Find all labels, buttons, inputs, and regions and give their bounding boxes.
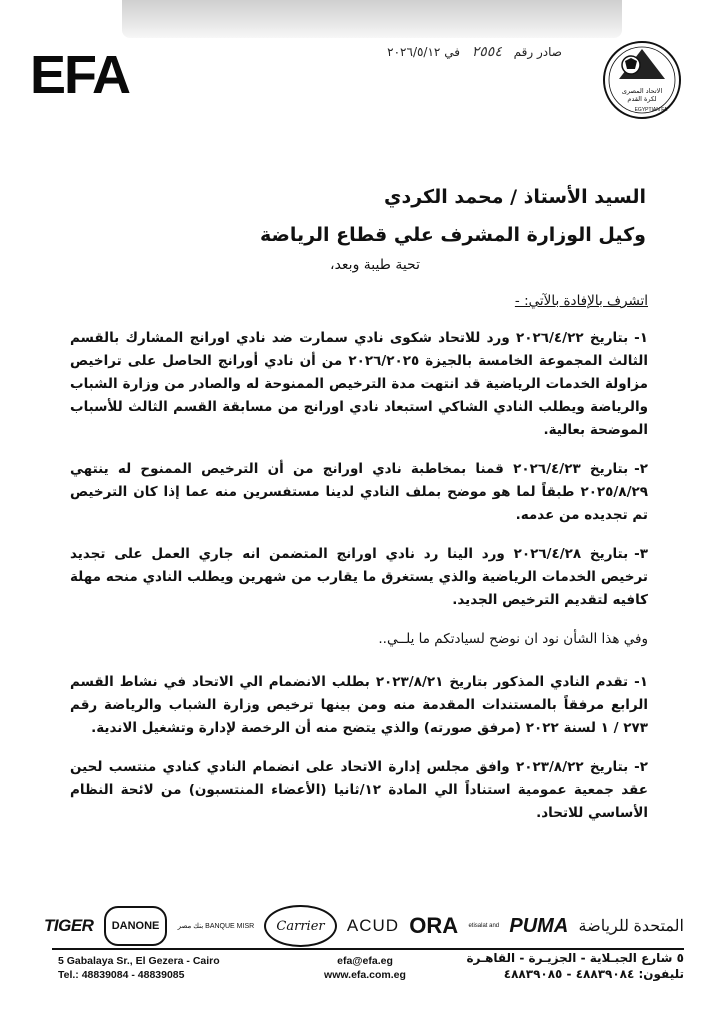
sponsor-carrier-logo: Carrier <box>264 905 336 947</box>
sponsor-acud-logo: ACUD <box>346 916 400 935</box>
svg-text:الاتحاد المصرى: الاتحاد المصرى <box>621 87 663 95</box>
footer-website[interactable]: www.efa.com.eg <box>324 969 406 981</box>
sponsor-puma-logo: PUMA <box>509 914 569 937</box>
footer-contact-en <box>58 954 220 982</box>
paragraph-number: ٢- <box>634 759 649 775</box>
footer-phone-ar: تليفون: ٤٨٨٣٩٠٨٤ - ٤٨٨٣٩٠٨٥ <box>503 967 684 981</box>
sponsor-danone-logo: DANONE <box>104 906 168 946</box>
clarification-2 <box>70 756 648 825</box>
svg-text:لكرة القدم: لكرة القدم <box>627 95 657 103</box>
letter-body <box>70 290 648 841</box>
footer-phone-en: Tel.: 48839084 - 48839085 <box>58 969 185 981</box>
efa-logo: EFA <box>30 45 130 105</box>
paragraph-1 <box>70 327 648 442</box>
reference-line <box>387 44 562 60</box>
footer-address-en: 5 Gabalaya Sr., El Gezera - Cairo <box>58 955 220 967</box>
middle-line: وفي هذا الشأن نود ان نوضح لسيادتكم ما يلــي.. <box>378 631 648 647</box>
addressee-title: وكيل الوزارة المشرف علي قطاع الرياضة <box>259 224 646 246</box>
paragraph-text: بتاريخ ٢٠٢٦/٤/٢٨ ورد الينا رد نادي اورانج المتضمن انه جاري العمل على تجديد ترخيص الخدمات الرياضية والذي يستغرق ما يقارب من شهرين ويطلب النادي منحه مهلة كافيه لتقديم الترخيص الجديد. <box>70 546 648 608</box>
top-scan-bar <box>122 0 622 38</box>
paragraph-number: ١- <box>634 674 648 690</box>
paragraph-text: بتاريخ ٢٠٢٦/٤/٢٣ قمنا بمخاطبة نادي اورانج من أن الترخيص الممنوح له ينتهي ٢٠٢٥/٨/٢٩ طبقاً لما هو موضح بملف النادي لدينا مستفسرين منه عما إذا كان الترخيص تم تجديده من عدمه. <box>70 461 648 523</box>
footer-email[interactable]: efa@efa.eg <box>337 955 393 967</box>
sponsor-banque-misr-logo: بنك مصر BANQUE MISR <box>177 922 255 930</box>
paragraph-number: ٣- <box>634 546 648 562</box>
paragraph-number: ٢- <box>634 461 649 477</box>
paragraph-3 <box>70 543 648 612</box>
reference-number: ٢٥٥٤ <box>471 44 502 60</box>
paragraph-2 <box>70 458 648 527</box>
reference-label: صادر رقم <box>513 45 562 59</box>
intro-line: اتشرف بالإفادة بالآتي: - <box>514 293 648 309</box>
addressee-block <box>260 178 646 254</box>
date-prefix: في <box>444 45 460 59</box>
addressee-name: السيد الأستاذ / محمد الكردي <box>384 186 646 208</box>
sponsor-strip <box>44 908 684 944</box>
sponsor-etisalat-logo: etisalat and <box>468 922 500 929</box>
paragraph-text: تقدم النادي المذكور بتاريخ ٢٠٢٣/٨/٢١ بطلب الانضمام الي الاتحاد في نشاط القسم الرابع مرفقاً بالمستندات المقدمة منه ومن بينها ترخيص وزارة الشباب والرياضة رقم ٢٧٣ / ١ لسنة ٢٠٢٢ (مرفق صورته) والذي يتضح منه أن الرخصة لإدارة وتشغيل الاندية. <box>70 674 648 736</box>
clarification-1 <box>70 671 648 740</box>
paragraph-number: ١- <box>634 330 648 346</box>
sponsor-tiger-logo: TIGER <box>44 916 94 935</box>
sponsor-ora-logo: ORA <box>409 913 459 938</box>
efa-seal-logo <box>601 39 683 121</box>
sponsor-united-sports-logo: المتحدة للرياضة <box>578 918 684 935</box>
svg-text:EGYPTIAN FA: EGYPTIAN FA <box>634 107 668 113</box>
paragraph-text: بتاريخ ٢٠٢٣/٨/٢٢ وافق مجلس إدارة الاتحاد على انضمام النادي كنادي منتسب لحين عقد جمعية عمومية استناداً الي المادة ١٢/ثانيا (الأعضاء المنتسبون) من لائحة النظام الأساسي للاتحاد. <box>70 759 648 821</box>
paragraph-text: بتاريخ ٢٠٢٦/٤/٢٢ ورد للاتحاد شكوى نادي سمارت ضد نادي اورانج المشارك بالقسم الثالث المجموعة الخامسة بالجيزة ٢٠٢٦/٢٠٢٥ من أن نادي أورانج الحاصل على تراخيص مزاولة الخدمات الرياضية قد انتهت مدة الترخيص الممنوحة له والصادر من وزارة الشباب والرياضة ويطلب النادي الشاكي استبعاد نادي اورانج من مسابقة القسم الثالث للأسباب الموضحة بعالية. <box>70 330 648 438</box>
footer-address-ar: ٥ شارع الجبـلاية - الجزيـرة - القاهـرة <box>466 951 684 965</box>
footer-contact-ar <box>466 950 684 982</box>
footer-online <box>300 954 430 982</box>
issue-date: ٢٠٢٦/٥/١٢ <box>387 45 441 59</box>
salutation: تحية طيبة وبعد، <box>330 257 420 273</box>
